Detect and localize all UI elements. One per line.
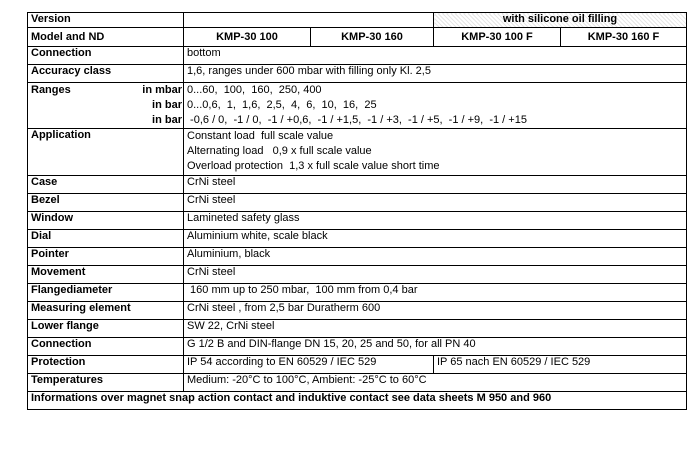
version-label: Version [28, 13, 184, 28]
range-unit: in bar [152, 99, 182, 111]
version-standard [184, 13, 434, 28]
row-label: Accuracy class [28, 65, 184, 83]
row-label: Case [28, 176, 184, 194]
range-value: -0,6 / 0, -1 / 0, -1 / +0,6, -1 / +1,5, -1 / +3, -1 / +5, -1 / +9, -1 / +15 [187, 114, 527, 126]
row-value: CrNi steel [184, 194, 687, 212]
row-value: 1,6, ranges under 600 mbar with filling only Kl. 2,5 [184, 65, 687, 83]
accuracy-row [28, 65, 687, 83]
row-label: Bezel [28, 194, 184, 212]
range-unit: in mbar [142, 84, 182, 96]
pointer-row [28, 248, 687, 266]
row-value: CrNi steel , from 2,5 bar Duratherm 600 [184, 302, 687, 320]
protection-filled: IP 65 nach EN 60529 / IEC 529 [434, 356, 687, 374]
ranges-values [184, 83, 687, 129]
row-label: Flangediameter [28, 284, 184, 302]
row-value: Aluminium, black [184, 248, 687, 266]
row-label: Connection [28, 47, 184, 65]
row-label: Measuring element [28, 302, 184, 320]
model-row [28, 28, 687, 47]
model-2: KMP-30 160 [311, 28, 434, 47]
row-label: Connection [28, 338, 184, 356]
row-value: 160 mm up to 250 mbar, 100 mm from 0,4 bar [184, 284, 687, 302]
lower-flange-row [28, 320, 687, 338]
model-label: Model and ND [28, 28, 184, 47]
row-value: SW 22, CrNi steel [184, 320, 687, 338]
row-label: Window [28, 212, 184, 230]
measuring-row [28, 302, 687, 320]
version-row [28, 13, 687, 28]
row-label: Pointer [28, 248, 184, 266]
temperatures-row [28, 374, 687, 392]
version-filled: with silicone oil filling [434, 13, 687, 28]
flange-row [28, 284, 687, 302]
footer-note: Informations over magnet snap action contact and induktive contact see data sheets M 950 and 960 [28, 392, 687, 410]
model-3: KMP-30 100 F [434, 28, 561, 47]
row-label: Dial [28, 230, 184, 248]
row-value: CrNi steel [184, 266, 687, 284]
row-label: Protection [28, 356, 184, 374]
model-1: KMP-30 100 [184, 28, 311, 47]
row-label: Application [28, 129, 184, 176]
connection2-row [28, 338, 687, 356]
row-value: bottom [184, 47, 687, 65]
application-line: Overload protection 1,3 x full scale value short time [187, 160, 440, 172]
application-values [184, 129, 687, 176]
footer-row [28, 392, 687, 410]
row-label: Ranges [31, 84, 71, 96]
protection-row [28, 356, 687, 374]
model-4: KMP-30 160 F [561, 28, 687, 47]
row-value: Lamineted safety glass [184, 212, 687, 230]
row-value: Medium: -20°C to 100°C, Ambient: -25°C to 60°C [184, 374, 687, 392]
application-line: Constant load full scale value [187, 130, 334, 142]
row-value: G 1/2 B and DIN-flange DN 15, 20, 25 and 50, for all PN 40 [184, 338, 687, 356]
range-unit: in bar [152, 114, 182, 126]
connection-row [28, 47, 687, 65]
application-line: Alternating load 0,9 x full scale value [187, 145, 372, 157]
row-label: Movement [28, 266, 184, 284]
specification-table [27, 12, 687, 410]
case-row [28, 176, 687, 194]
application-row [28, 129, 687, 176]
ranges-label-cell [28, 83, 184, 129]
movement-row [28, 266, 687, 284]
bezel-row [28, 194, 687, 212]
window-row [28, 212, 687, 230]
protection-standard: IP 54 according to EN 60529 / IEC 529 [184, 356, 434, 374]
row-value: CrNi steel [184, 176, 687, 194]
ranges-row [28, 83, 687, 129]
row-value: Aluminium white, scale black [184, 230, 687, 248]
dial-row [28, 230, 687, 248]
row-label: Lower flange [28, 320, 184, 338]
range-value: 0...60, 100, 160, 250, 400 [187, 84, 322, 96]
row-label: Temperatures [28, 374, 184, 392]
range-value: 0...0,6, 1, 1,6, 2,5, 4, 6, 10, 16, 25 [187, 99, 377, 111]
